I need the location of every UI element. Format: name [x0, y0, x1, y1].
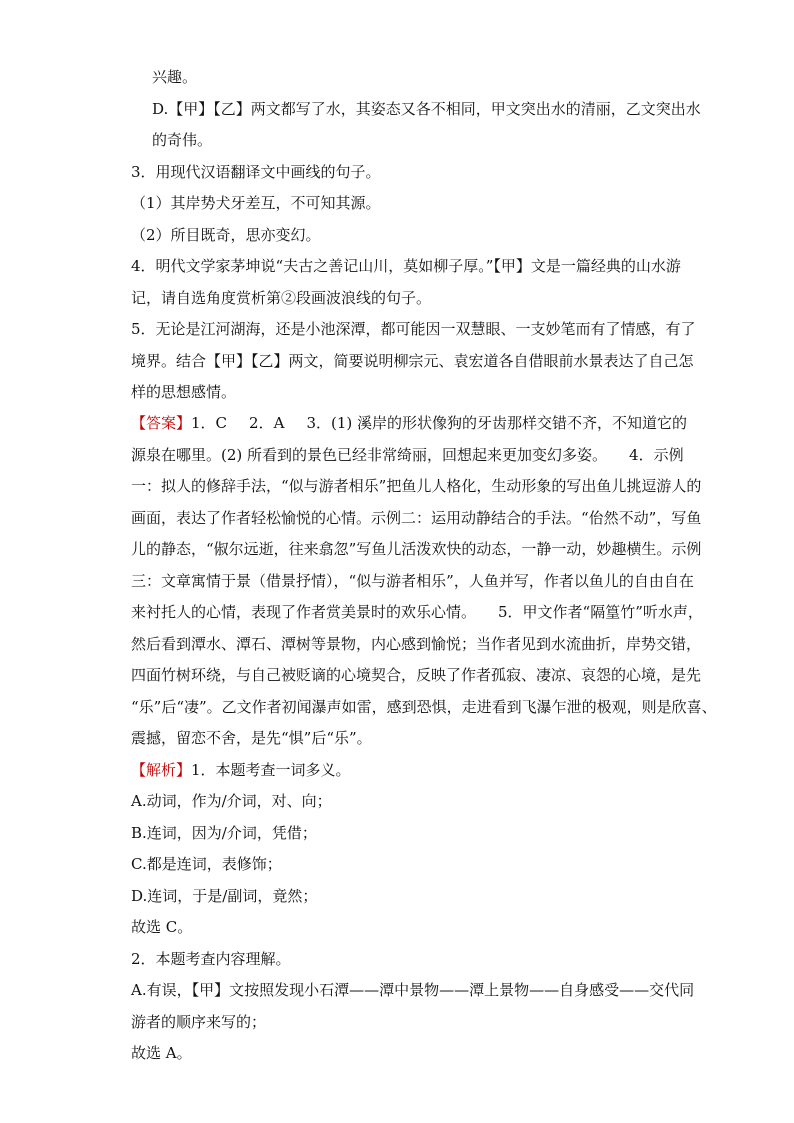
- analysis-q1-option-b: B.连词，因为/介词，凭借；: [131, 824, 317, 842]
- answer-line-11: 震撼，留恋不舍，是先“惧”后“乐”。: [131, 729, 372, 747]
- analysis-q1-option-d: D.连词，于是/副词，竟然；: [131, 887, 318, 905]
- question-3-stem: 3．用现代汉语翻译文中画线的句子。: [131, 163, 381, 181]
- analysis-q1-title: 1．本题考查一词多义。: [191, 761, 351, 779]
- answer-line-2: [131, 444, 684, 466]
- answer-3-start: 3．(1) 溪岸的形状像狗的牙齿那样交错不齐，不知道它的: [306, 414, 687, 432]
- question-5-line-2: 境界。结合【甲】【乙】两文，简要说明柳宗元、袁宏道各自借眼前水景表达了自己怎: [131, 352, 694, 370]
- analysis-q1-option-a: A.动词，作为/介词，对、向；: [131, 792, 332, 810]
- answer-line-4: 画面，表达了作者轻松愉悦的心情。示例二：运用动静结合的手法。“佁然不动”，写鱼: [131, 509, 702, 527]
- answer-line-5: 儿的静态，“俶尔远逝，往来翕忽”写鱼儿活泼欢快的动态，一静一动，妙趣横生。示例: [131, 540, 702, 558]
- option-d-line-2: 的奇伟。: [152, 131, 213, 149]
- question-3-item-2: （2）所目既奇，思亦变幻。: [131, 226, 321, 244]
- answer-5-start: 5．甲文作者“隔篁竹”听水声，: [498, 603, 703, 621]
- question-5-line-1: 5．无论是江河湖海，还是小池深潭，都可能因一双慧眼、一支妙笔而有了情感，有了: [131, 320, 696, 338]
- analysis-line-1: [131, 759, 671, 781]
- question-5-line-3: 样的思想感情。: [131, 383, 237, 401]
- answer-line-10: “乐”后“凄”。乙文作者初闻瀑声如雷，感到恐惧，走进看到飞瀑乍泄的极观，则是欣喜、: [131, 698, 717, 716]
- analysis-q1-option-c: C.都是连词，表修饰；: [131, 855, 282, 873]
- answer-2: 2．A: [249, 414, 285, 432]
- analysis-q2-title: 2．本题考查内容理解。: [131, 950, 291, 968]
- answer-line-9: 四面竹树环绕，与自己被贬谪的心境契合，反映了作者孤寂、凄凉、哀怨的心境，是先: [131, 666, 702, 684]
- question-4-line-1: 4．明代文学家茅坤说“夫古之善记山川，莫如柳子厚。”【甲】文是一篇经典的山水游: [131, 257, 681, 275]
- question-3-item-1: （1）其岸势犬牙差互，不可知其源。: [131, 194, 381, 212]
- analysis-q2-choice: 故选 A。: [131, 1044, 192, 1062]
- answer-line-8: 然后看到潭水、潭石、潭树等景物，内心感到愉悦；当作者见到水流曲折，岸势交错，: [131, 635, 702, 653]
- analysis-q1-choice: 故选 C。: [131, 918, 193, 936]
- answer-line-3: 一：拟人的修辞手法，“似与游者相乐”把鱼儿人格化，生动形象的写出鱼儿挑逗游人的: [131, 477, 702, 495]
- option-c-ending: 兴趣。: [152, 68, 198, 86]
- question-4-line-2: 记，请自选角度赏析第②段画波浪线的句子。: [131, 289, 432, 307]
- answer-line-6: 三：文章寓情于景（借景抒情），“似与游者相乐”，人鱼并写，作者以鱼儿的自由自在: [131, 572, 694, 590]
- analysis-q2-option-a-line-1: A.有误，【甲】文按照发现小石潭——潭中景物——潭上景物——自身感受——交代同: [131, 981, 695, 999]
- answer-line-7: [131, 601, 703, 623]
- answer-1: 1．C: [191, 414, 228, 432]
- analysis-q2-option-a-line-2: 游者的顺序来写的；: [131, 1013, 267, 1031]
- analysis-tag: 【解析】: [131, 761, 192, 779]
- answer-3-end: 源泉在哪里。(2) 所看到的景色已经非常绮丽，回想起来更加变幻多姿。: [131, 446, 608, 464]
- answer-4-start: 4．示例: [629, 446, 684, 464]
- option-d-line-1: D.【甲】【乙】两文都写了水，其姿态又各不相同，甲文突出水的清丽，乙文突出水: [152, 100, 701, 118]
- answer-tag: 【答案】: [131, 414, 192, 432]
- answer-4-end: 来衬托人的心情，表现了作者赏美景时的欢乐心情。: [131, 603, 477, 621]
- answer-line-1: [131, 412, 687, 434]
